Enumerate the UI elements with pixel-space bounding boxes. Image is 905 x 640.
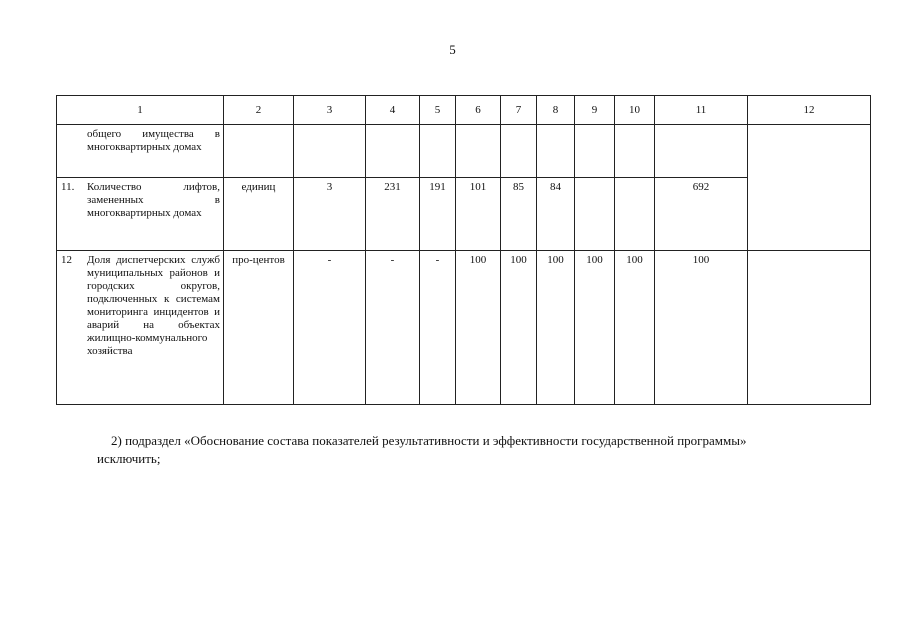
amendment-paragraph: 2) подраздел «Обоснование состава показателей результативности и эффективности государственной программы» xyxy=(111,433,747,448)
value-cell: 100 xyxy=(615,251,655,405)
indicator-name: общего имущества в многоквартирных домах xyxy=(87,128,220,153)
value-cell: 84 xyxy=(537,178,575,251)
table-header-row xyxy=(57,96,871,125)
amendment-paragraph-end: исключить; xyxy=(97,451,161,466)
table-row xyxy=(57,251,871,405)
value-cell xyxy=(366,125,420,178)
column-header: 2 xyxy=(224,96,294,125)
column-header: 8 xyxy=(537,96,575,125)
page-number: 5 xyxy=(449,42,456,57)
value-cell: 100 xyxy=(575,251,615,405)
value-cell: - xyxy=(366,251,420,405)
column-header: 5 xyxy=(420,96,456,125)
value-cell: 3 xyxy=(294,178,366,251)
value-cell: - xyxy=(294,251,366,405)
indicators-table xyxy=(56,95,871,405)
value-cell: - xyxy=(420,251,456,405)
value-cell xyxy=(420,125,456,178)
value-cell: 101 xyxy=(456,178,501,251)
column-header: 11 xyxy=(655,96,748,125)
value-cell: 85 xyxy=(501,178,537,251)
value-cell: 100 xyxy=(501,251,537,405)
table-row xyxy=(57,125,871,178)
column-header: 7 xyxy=(501,96,537,125)
indicator-name-cell xyxy=(57,251,224,405)
value-cell: 100 xyxy=(537,251,575,405)
unit-cell: про-центов xyxy=(224,251,294,405)
value-cell xyxy=(575,125,615,178)
column-header: 12 xyxy=(748,96,871,125)
value-cell xyxy=(575,178,615,251)
note-cell xyxy=(748,125,871,251)
value-cell xyxy=(615,178,655,251)
indicator-name-cell xyxy=(57,178,224,251)
note-cell xyxy=(748,251,871,405)
row-number: 12 xyxy=(61,254,72,266)
value-cell xyxy=(615,125,655,178)
value-cell xyxy=(537,125,575,178)
indicator-name-cell xyxy=(57,125,224,178)
unit-cell: единиц xyxy=(224,178,294,251)
column-header: 1 xyxy=(57,96,224,125)
unit-cell xyxy=(224,125,294,178)
value-cell: 191 xyxy=(420,178,456,251)
indicator-name: Количество лифтов, замененных в многоквартирных домах xyxy=(87,181,220,219)
row-number: 11. xyxy=(61,181,75,193)
value-cell xyxy=(294,125,366,178)
value-cell: 231 xyxy=(366,178,420,251)
indicator-name: Доля диспетчерских служб муниципальных районов и городских округов, подключенных к системам мониторинга инцидентов и аварий на объектах жилищно-коммунального хозяйства xyxy=(87,254,220,357)
value-cell: 100 xyxy=(655,251,748,405)
column-header: 4 xyxy=(366,96,420,125)
column-header: 3 xyxy=(294,96,366,125)
value-cell xyxy=(456,125,501,178)
value-cell: 692 xyxy=(655,178,748,251)
column-header: 6 xyxy=(456,96,501,125)
value-cell xyxy=(501,125,537,178)
column-header: 10 xyxy=(615,96,655,125)
value-cell: 100 xyxy=(456,251,501,405)
column-header: 9 xyxy=(575,96,615,125)
value-cell xyxy=(655,125,748,178)
